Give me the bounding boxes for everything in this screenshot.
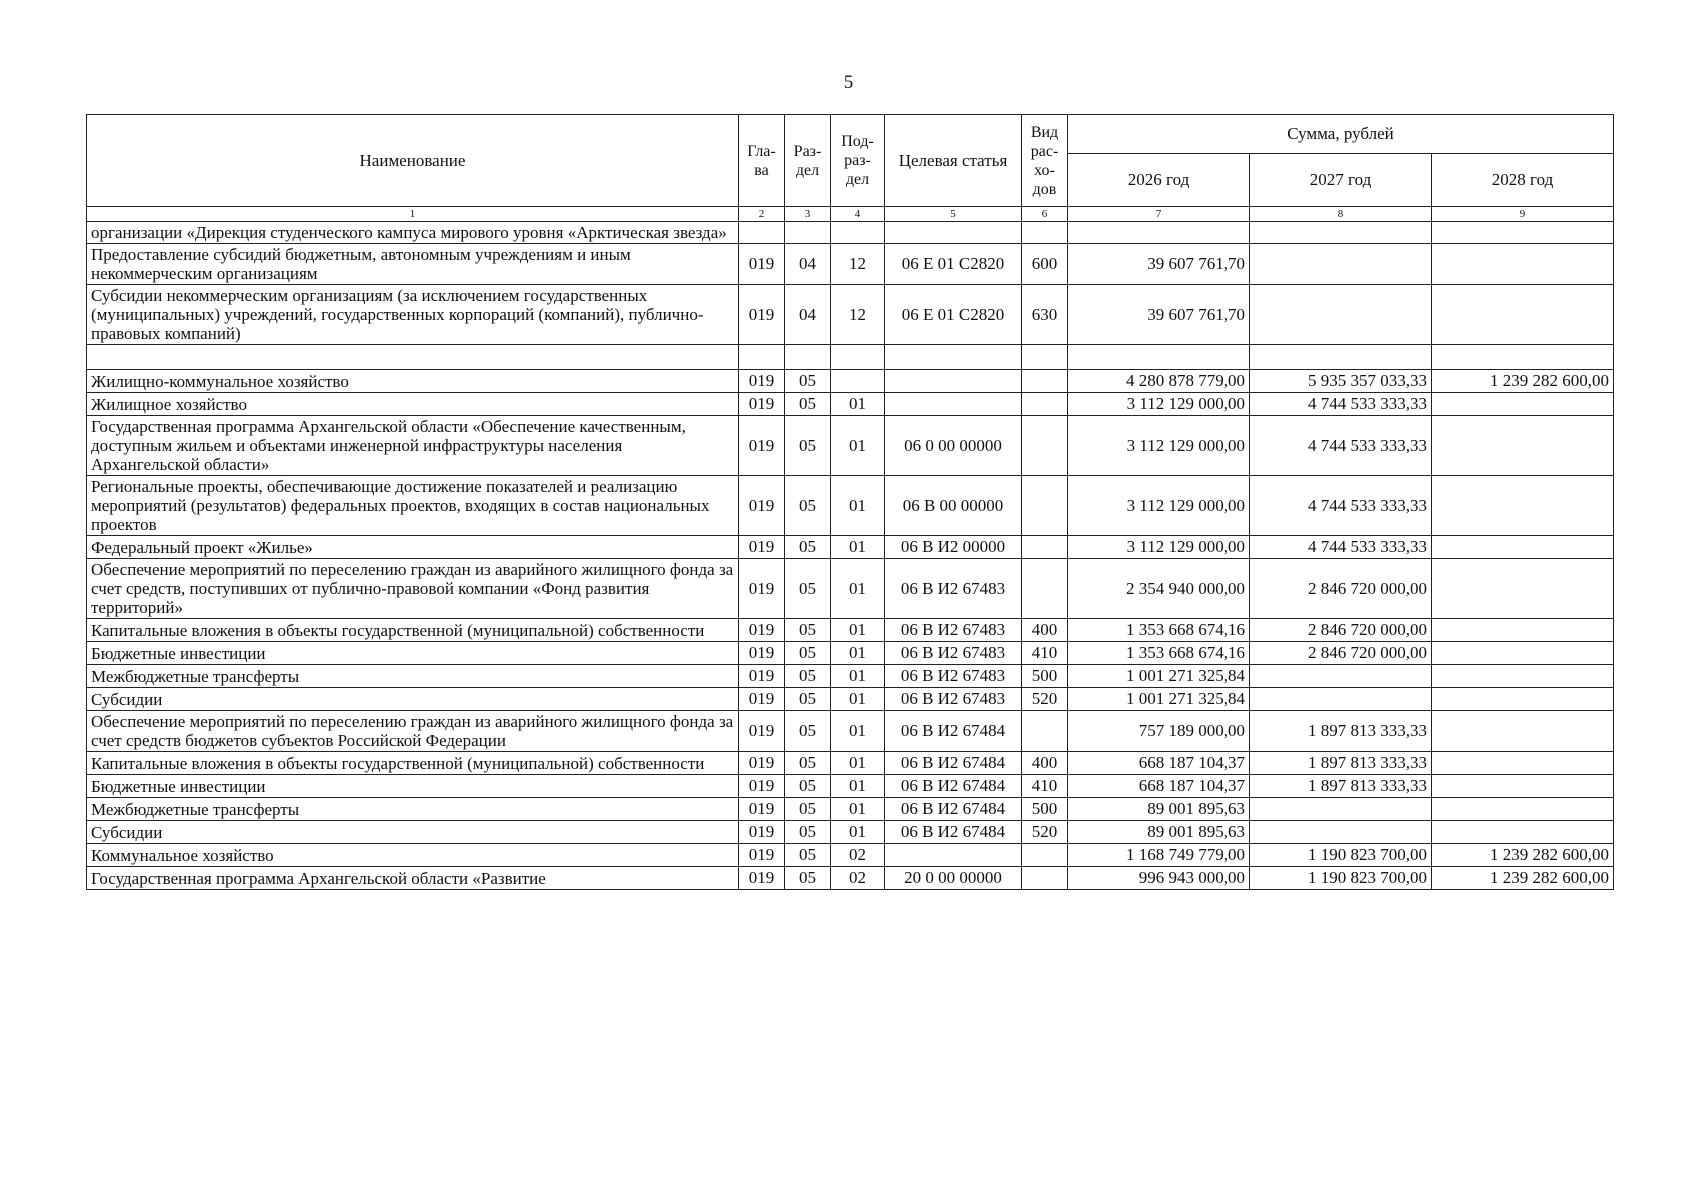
row-sum-2027: 2 846 720 000,00 bbox=[1250, 642, 1432, 665]
row-razdel: 05 bbox=[785, 821, 831, 844]
row-glava: 019 bbox=[739, 798, 785, 821]
header-2026: 2026 год bbox=[1068, 154, 1250, 207]
row-podrazdel: 01 bbox=[831, 619, 885, 642]
column-number-row bbox=[87, 207, 1614, 222]
header-glava: Гла- ва bbox=[739, 115, 785, 207]
row-celevaya-statya: 20 0 00 00000 bbox=[885, 867, 1022, 890]
row-glava: 019 bbox=[739, 665, 785, 688]
row-glava: 019 bbox=[739, 476, 785, 536]
row-podrazdel: 01 bbox=[831, 821, 885, 844]
row-name: Жилищное хозяйство bbox=[87, 393, 739, 416]
row-podrazdel bbox=[831, 222, 885, 244]
header-summa: Сумма, рублей bbox=[1068, 115, 1614, 154]
row-vid-rashodov bbox=[1022, 711, 1068, 752]
row-vid-rashodov: 520 bbox=[1022, 688, 1068, 711]
row-vid-rashodov: 600 bbox=[1022, 244, 1068, 285]
column-number: 4 bbox=[831, 207, 885, 222]
row-celevaya-statya: 06 В И2 67483 bbox=[885, 619, 1022, 642]
row-sum-2026: 996 943 000,00 bbox=[1068, 867, 1250, 890]
row-celevaya-statya: 06 В И2 67483 bbox=[885, 665, 1022, 688]
row-podrazdel: 02 bbox=[831, 867, 885, 890]
row-sum-2026: 3 112 129 000,00 bbox=[1068, 476, 1250, 536]
row-sum-2026: 1 001 271 325,84 bbox=[1068, 665, 1250, 688]
row-vid-rashodov bbox=[1022, 393, 1068, 416]
row-vid-rashodov: 500 bbox=[1022, 798, 1068, 821]
row-podrazdel: 01 bbox=[831, 536, 885, 559]
row-vid-rashodov: 520 bbox=[1022, 821, 1068, 844]
row-name: Межбюджетные трансферты bbox=[87, 798, 739, 821]
row-sum-2026: 1 168 749 779,00 bbox=[1068, 844, 1250, 867]
row-celevaya-statya: 06 Е 01 С2820 bbox=[885, 285, 1022, 345]
row-podrazdel: 01 bbox=[831, 476, 885, 536]
table-row bbox=[87, 867, 1614, 890]
row-sum-2027: 1 190 823 700,00 bbox=[1250, 867, 1432, 890]
column-number: 6 bbox=[1022, 207, 1068, 222]
row-podrazdel: 01 bbox=[831, 775, 885, 798]
row-podrazdel: 01 bbox=[831, 416, 885, 476]
row-vid-rashodov bbox=[1022, 559, 1068, 619]
row-sum-2026: 1 353 668 674,16 bbox=[1068, 642, 1250, 665]
row-sum-2026 bbox=[1068, 222, 1250, 244]
row-celevaya-statya: 06 В И2 67484 bbox=[885, 798, 1022, 821]
row-sum-2028 bbox=[1432, 619, 1614, 642]
column-number: 9 bbox=[1432, 207, 1614, 222]
row-vid-rashodov: 400 bbox=[1022, 752, 1068, 775]
row-sum-2028: 1 239 282 600,00 bbox=[1432, 370, 1614, 393]
column-number: 2 bbox=[739, 207, 785, 222]
row-glava: 019 bbox=[739, 619, 785, 642]
row-name: Бюджетные инвестиции bbox=[87, 642, 739, 665]
row-vid-rashodov bbox=[1022, 476, 1068, 536]
table-row bbox=[87, 476, 1614, 536]
row-vid-rashodov bbox=[1022, 345, 1068, 370]
row-vid-rashodov bbox=[1022, 536, 1068, 559]
row-celevaya-statya: 06 В И2 00000 bbox=[885, 536, 1022, 559]
table-row bbox=[87, 665, 1614, 688]
row-glava: 019 bbox=[739, 844, 785, 867]
row-name bbox=[87, 345, 739, 370]
table-body bbox=[87, 222, 1614, 890]
row-sum-2028 bbox=[1432, 416, 1614, 476]
row-sum-2028 bbox=[1432, 345, 1614, 370]
row-glava: 019 bbox=[739, 775, 785, 798]
row-razdel: 05 bbox=[785, 393, 831, 416]
row-celevaya-statya bbox=[885, 222, 1022, 244]
row-sum-2026: 89 001 895,63 bbox=[1068, 798, 1250, 821]
header-vid: Вид рас- хо- дов bbox=[1022, 115, 1068, 207]
row-name: Жилищно-коммунальное хозяйство bbox=[87, 370, 739, 393]
row-sum-2026: 2 354 940 000,00 bbox=[1068, 559, 1250, 619]
page-number: 5 bbox=[843, 72, 854, 93]
row-sum-2026: 757 189 000,00 bbox=[1068, 711, 1250, 752]
row-podrazdel: 01 bbox=[831, 752, 885, 775]
row-razdel: 05 bbox=[785, 416, 831, 476]
row-name: Государственная программа Архангельской области «Обеспечение качественным, доступным жильем и объектами инженерной инфраструктуры населения Архангельской области» bbox=[87, 416, 739, 476]
row-razdel: 05 bbox=[785, 688, 831, 711]
row-sum-2028 bbox=[1432, 752, 1614, 775]
row-celevaya-statya: 06 В И2 67484 bbox=[885, 711, 1022, 752]
row-razdel: 05 bbox=[785, 665, 831, 688]
row-sum-2028 bbox=[1432, 821, 1614, 844]
row-glava: 019 bbox=[739, 711, 785, 752]
row-podrazdel: 01 bbox=[831, 393, 885, 416]
row-razdel: 05 bbox=[785, 798, 831, 821]
column-number: 3 bbox=[785, 207, 831, 222]
row-sum-2027 bbox=[1250, 285, 1432, 345]
table-row bbox=[87, 393, 1614, 416]
row-name: Предоставление субсидий бюджетным, автономным учреждениям и иным некоммерческим организациям bbox=[87, 244, 739, 285]
row-sum-2026: 668 187 104,37 bbox=[1068, 775, 1250, 798]
row-glava: 019 bbox=[739, 244, 785, 285]
row-celevaya-statya bbox=[885, 345, 1022, 370]
row-vid-rashodov: 400 bbox=[1022, 619, 1068, 642]
row-glava: 019 bbox=[739, 559, 785, 619]
row-sum-2027: 1 897 813 333,33 bbox=[1250, 711, 1432, 752]
row-celevaya-statya: 06 В И2 67484 bbox=[885, 821, 1022, 844]
row-vid-rashodov bbox=[1022, 867, 1068, 890]
row-celevaya-statya: 06 В И2 67484 bbox=[885, 775, 1022, 798]
row-sum-2028 bbox=[1432, 559, 1614, 619]
row-sum-2027: 2 846 720 000,00 bbox=[1250, 619, 1432, 642]
header-razdel: Раз- дел bbox=[785, 115, 831, 207]
row-glava: 019 bbox=[739, 688, 785, 711]
row-celevaya-statya: 06 В И2 67483 bbox=[885, 642, 1022, 665]
row-sum-2027 bbox=[1250, 222, 1432, 244]
row-name: Субсидии некоммерческим организациям (за исключением государственных (муниципальных) учреждений, государственных корпораций (компаний), публично-правовых компаний) bbox=[87, 285, 739, 345]
table-row bbox=[87, 798, 1614, 821]
row-sum-2026: 39 607 761,70 bbox=[1068, 244, 1250, 285]
row-sum-2026: 89 001 895,63 bbox=[1068, 821, 1250, 844]
table-row bbox=[87, 222, 1614, 244]
row-razdel: 05 bbox=[785, 370, 831, 393]
row-name: Региональные проекты, обеспечивающие достижение показателей и реализацию мероприятий (результатов) федеральных проектов, входящих в состав национальных проектов bbox=[87, 476, 739, 536]
column-number: 8 bbox=[1250, 207, 1432, 222]
row-name: Капитальные вложения в объекты государственной (муниципальной) собственности bbox=[87, 619, 739, 642]
row-sum-2026: 4 280 878 779,00 bbox=[1068, 370, 1250, 393]
table-row bbox=[87, 752, 1614, 775]
row-celevaya-statya: 06 0 00 00000 bbox=[885, 416, 1022, 476]
row-sum-2028 bbox=[1432, 642, 1614, 665]
row-sum-2028: 1 239 282 600,00 bbox=[1432, 867, 1614, 890]
row-sum-2027: 1 190 823 700,00 bbox=[1250, 844, 1432, 867]
row-vid-rashodov bbox=[1022, 370, 1068, 393]
row-podrazdel bbox=[831, 370, 885, 393]
row-podrazdel: 01 bbox=[831, 711, 885, 752]
row-sum-2028 bbox=[1432, 222, 1614, 244]
row-glava: 019 bbox=[739, 867, 785, 890]
row-celevaya-statya bbox=[885, 370, 1022, 393]
row-sum-2027: 4 744 533 333,33 bbox=[1250, 476, 1432, 536]
row-sum-2026: 3 112 129 000,00 bbox=[1068, 536, 1250, 559]
row-name: Коммунальное хозяйство bbox=[87, 844, 739, 867]
table-row bbox=[87, 536, 1614, 559]
header-2027: 2027 год bbox=[1250, 154, 1432, 207]
row-glava: 019 bbox=[739, 821, 785, 844]
row-sum-2028 bbox=[1432, 476, 1614, 536]
row-celevaya-statya bbox=[885, 844, 1022, 867]
row-razdel: 05 bbox=[785, 642, 831, 665]
row-razdel: 04 bbox=[785, 285, 831, 345]
row-podrazdel: 01 bbox=[831, 642, 885, 665]
table-row bbox=[87, 416, 1614, 476]
row-sum-2027 bbox=[1250, 688, 1432, 711]
row-name: Обеспечение мероприятий по переселению граждан из аварийного жилищного фонда за счет средств, поступивших от публично-правовой компании «Фонд развития территорий» bbox=[87, 559, 739, 619]
column-number: 5 bbox=[885, 207, 1022, 222]
row-podrazdel: 02 bbox=[831, 844, 885, 867]
row-razdel bbox=[785, 222, 831, 244]
row-sum-2028: 1 239 282 600,00 bbox=[1432, 844, 1614, 867]
table-row bbox=[87, 711, 1614, 752]
row-razdel: 05 bbox=[785, 536, 831, 559]
row-glava: 019 bbox=[739, 536, 785, 559]
row-vid-rashodov: 410 bbox=[1022, 642, 1068, 665]
row-sum-2026 bbox=[1068, 345, 1250, 370]
row-sum-2028 bbox=[1432, 798, 1614, 821]
row-celevaya-statya: 06 Е 01 С2820 bbox=[885, 244, 1022, 285]
row-celevaya-statya: 06 В И2 67483 bbox=[885, 688, 1022, 711]
row-celevaya-statya: 06 В И2 67483 bbox=[885, 559, 1022, 619]
row-sum-2027 bbox=[1250, 244, 1432, 285]
row-vid-rashodov bbox=[1022, 844, 1068, 867]
row-razdel: 05 bbox=[785, 867, 831, 890]
header-2028: 2028 год bbox=[1432, 154, 1614, 207]
header-podrazdel: Под- раз- дел bbox=[831, 115, 885, 207]
row-sum-2026: 1 001 271 325,84 bbox=[1068, 688, 1250, 711]
row-name: организации «Дирекция студенческого кампуса мирового уровня «Арктическая звезда» bbox=[87, 222, 739, 244]
row-glava: 019 bbox=[739, 285, 785, 345]
row-name: Обеспечение мероприятий по переселению граждан из аварийного жилищного фонда за счет средств бюджетов субъектов Российской Федерации bbox=[87, 711, 739, 752]
table-row bbox=[87, 244, 1614, 285]
row-razdel: 05 bbox=[785, 752, 831, 775]
row-vid-rashodov: 500 bbox=[1022, 665, 1068, 688]
table-row bbox=[87, 775, 1614, 798]
row-celevaya-statya bbox=[885, 393, 1022, 416]
row-name: Капитальные вложения в объекты государственной (муниципальной) собственности bbox=[87, 752, 739, 775]
table-row bbox=[87, 285, 1614, 345]
row-vid-rashodov: 410 bbox=[1022, 775, 1068, 798]
row-celevaya-statya: 06 В И2 67484 bbox=[885, 752, 1022, 775]
row-glava: 019 bbox=[739, 642, 785, 665]
row-sum-2027: 4 744 533 333,33 bbox=[1250, 416, 1432, 476]
row-sum-2027 bbox=[1250, 798, 1432, 821]
row-sum-2026: 3 112 129 000,00 bbox=[1068, 416, 1250, 476]
row-razdel bbox=[785, 345, 831, 370]
row-sum-2027 bbox=[1250, 665, 1432, 688]
row-podrazdel: 12 bbox=[831, 285, 885, 345]
table-row bbox=[87, 619, 1614, 642]
row-name: Федеральный проект «Жилье» bbox=[87, 536, 739, 559]
row-podrazdel: 12 bbox=[831, 244, 885, 285]
row-glava: 019 bbox=[739, 370, 785, 393]
row-razdel: 05 bbox=[785, 476, 831, 536]
table-row bbox=[87, 559, 1614, 619]
table-row bbox=[87, 345, 1614, 370]
row-sum-2026: 668 187 104,37 bbox=[1068, 752, 1250, 775]
row-name: Межбюджетные трансферты bbox=[87, 665, 739, 688]
row-glava bbox=[739, 222, 785, 244]
row-razdel: 05 bbox=[785, 775, 831, 798]
row-vid-rashodov bbox=[1022, 222, 1068, 244]
row-sum-2027: 1 897 813 333,33 bbox=[1250, 775, 1432, 798]
row-sum-2028 bbox=[1432, 393, 1614, 416]
table-row bbox=[87, 688, 1614, 711]
row-sum-2026: 3 112 129 000,00 bbox=[1068, 393, 1250, 416]
row-sum-2027: 4 744 533 333,33 bbox=[1250, 393, 1432, 416]
row-sum-2027 bbox=[1250, 345, 1432, 370]
row-sum-2028 bbox=[1432, 775, 1614, 798]
row-name: Государственная программа Архангельской области «Развитие bbox=[87, 867, 739, 890]
table-row bbox=[87, 642, 1614, 665]
row-razdel: 05 bbox=[785, 711, 831, 752]
row-sum-2028 bbox=[1432, 711, 1614, 752]
row-name: Субсидии bbox=[87, 821, 739, 844]
row-glava: 019 bbox=[739, 752, 785, 775]
row-vid-rashodov bbox=[1022, 416, 1068, 476]
table-row bbox=[87, 370, 1614, 393]
row-sum-2027: 2 846 720 000,00 bbox=[1250, 559, 1432, 619]
table-header bbox=[87, 115, 1614, 222]
row-podrazdel: 01 bbox=[831, 688, 885, 711]
row-sum-2026: 1 353 668 674,16 bbox=[1068, 619, 1250, 642]
header-celevaya: Целевая статья bbox=[885, 115, 1022, 207]
row-podrazdel: 01 bbox=[831, 559, 885, 619]
row-sum-2027: 5 935 357 033,33 bbox=[1250, 370, 1432, 393]
table-row bbox=[87, 821, 1614, 844]
row-celevaya-statya: 06 В 00 00000 bbox=[885, 476, 1022, 536]
row-name: Субсидии bbox=[87, 688, 739, 711]
row-razdel: 05 bbox=[785, 559, 831, 619]
row-razdel: 05 bbox=[785, 619, 831, 642]
row-glava: 019 bbox=[739, 416, 785, 476]
row-sum-2026: 39 607 761,70 bbox=[1068, 285, 1250, 345]
row-sum-2028 bbox=[1432, 688, 1614, 711]
row-razdel: 05 bbox=[785, 844, 831, 867]
row-sum-2028 bbox=[1432, 244, 1614, 285]
row-sum-2028 bbox=[1432, 665, 1614, 688]
row-podrazdel: 01 bbox=[831, 665, 885, 688]
column-number: 1 bbox=[87, 207, 739, 222]
row-glava bbox=[739, 345, 785, 370]
row-podrazdel bbox=[831, 345, 885, 370]
row-sum-2027: 1 897 813 333,33 bbox=[1250, 752, 1432, 775]
row-sum-2028 bbox=[1432, 536, 1614, 559]
row-sum-2027: 4 744 533 333,33 bbox=[1250, 536, 1432, 559]
header-name: Наименование bbox=[87, 115, 739, 207]
row-razdel: 04 bbox=[785, 244, 831, 285]
column-number: 7 bbox=[1068, 207, 1250, 222]
row-sum-2027 bbox=[1250, 821, 1432, 844]
row-name: Бюджетные инвестиции bbox=[87, 775, 739, 798]
row-vid-rashodov: 630 bbox=[1022, 285, 1068, 345]
row-sum-2028 bbox=[1432, 285, 1614, 345]
row-glava: 019 bbox=[739, 393, 785, 416]
budget-table bbox=[86, 114, 1614, 890]
table-row bbox=[87, 844, 1614, 867]
row-podrazdel: 01 bbox=[831, 798, 885, 821]
